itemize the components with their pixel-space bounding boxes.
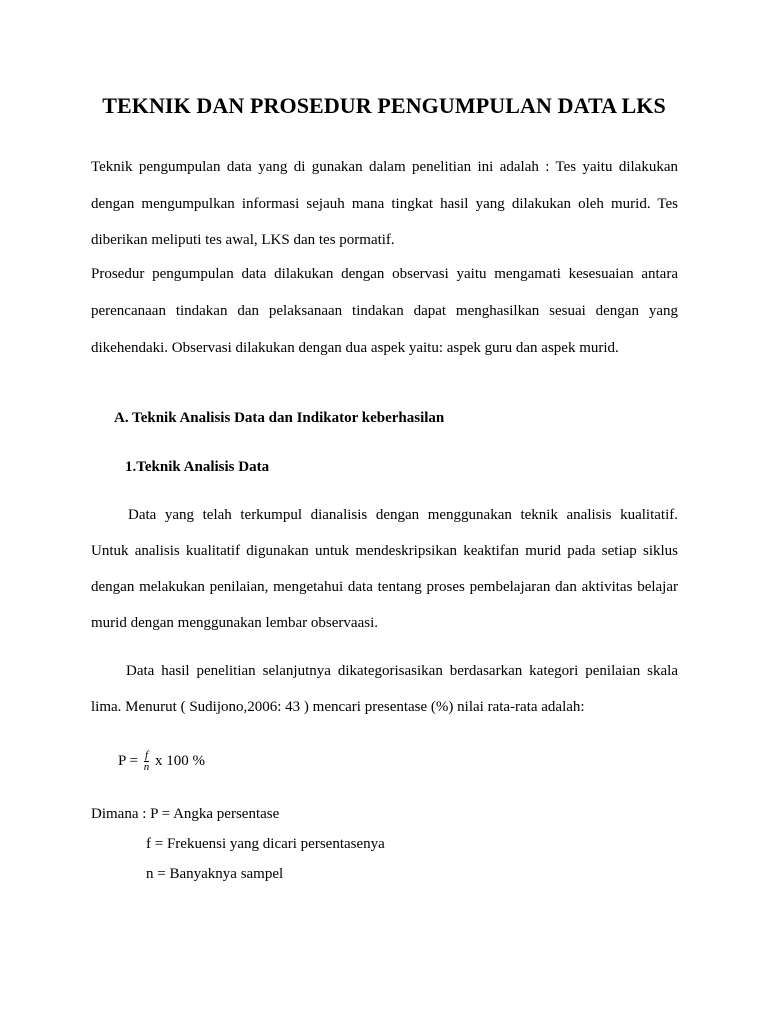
legend-intro: Dimana : P = Angka persentase — [91, 806, 280, 822]
paragraph-2-line-1: Prosedur pengumpulan data dilakukan dengan observasi yaitu mengamati kesesuaian antara — [91, 266, 678, 282]
paragraph-2-line-2: perencanaan tindakan dan pelaksanaan tindakan dapat menghasilkan sesuai dengan yang — [91, 303, 678, 319]
formula-fraction — [144, 750, 150, 773]
formula-rhs: x 100 % — [155, 752, 205, 769]
paragraph-2-line-3: dikehendaki. Observasi dilakukan dengan dua aspek yaitu: aspek guru dan aspek murid. — [91, 340, 619, 356]
section-a-heading: A. Teknik Analisis Data dan Indikator keberhasilan — [114, 410, 445, 426]
paragraph-1-line-1: Teknik pengumpulan data yang di gunakan dalam penelitian ini adalah : Tes yaitu dilakukan — [91, 159, 678, 175]
subsection-1-heading: 1.Teknik Analisis Data — [125, 459, 270, 475]
formula-numerator: f — [144, 749, 149, 761]
paragraph-1-line-2: dengan mengumpulkan informasi sejauh mana tingkat hasil yang dilakukan oleh murid. Tes — [91, 196, 678, 212]
paragraph-4-line-2: lima. Menurut ( Sudijono,2006: 43 ) mencari presentase (%) nilai rata-rata adalah: — [91, 699, 585, 715]
paragraph-3-line-3: dengan melakukan penilaian, mengetahui data tentang proses pembelajaran dan aktivitas belajar — [91, 579, 678, 595]
legend-n-definition: n = Banyaknya sampel — [146, 866, 284, 882]
paragraph-1-line-3: diberikan meliputi tes awal, LKS dan tes pormatif. — [91, 232, 395, 248]
paragraph-4-line-1: Data hasil penelitian selanjutnya dikategorisasikan berdasarkan kategori penilaian skala — [126, 663, 678, 679]
paragraph-3-line-1: Data yang telah terkumpul dianalisis dengan menggunakan teknik analisis kualitatif. — [128, 507, 678, 523]
page-title: TEKNIK DAN PROSEDUR PENGUMPULAN DATA LKS — [102, 93, 666, 118]
formula-lhs: P = — [118, 752, 138, 769]
paragraph-3-line-4: murid dengan menggunakan lembar observaasi. — [91, 615, 378, 631]
legend-f-definition: f = Frekuensi yang dicari persentasenya — [146, 836, 385, 852]
paragraph-3-line-2: Untuk analisis kualitatif digunakan untuk mendeskripsikan keaktifan murid pada setiap siklus — [91, 543, 678, 559]
formula-denominator: n — [143, 761, 150, 773]
percentage-formula — [118, 750, 205, 773]
